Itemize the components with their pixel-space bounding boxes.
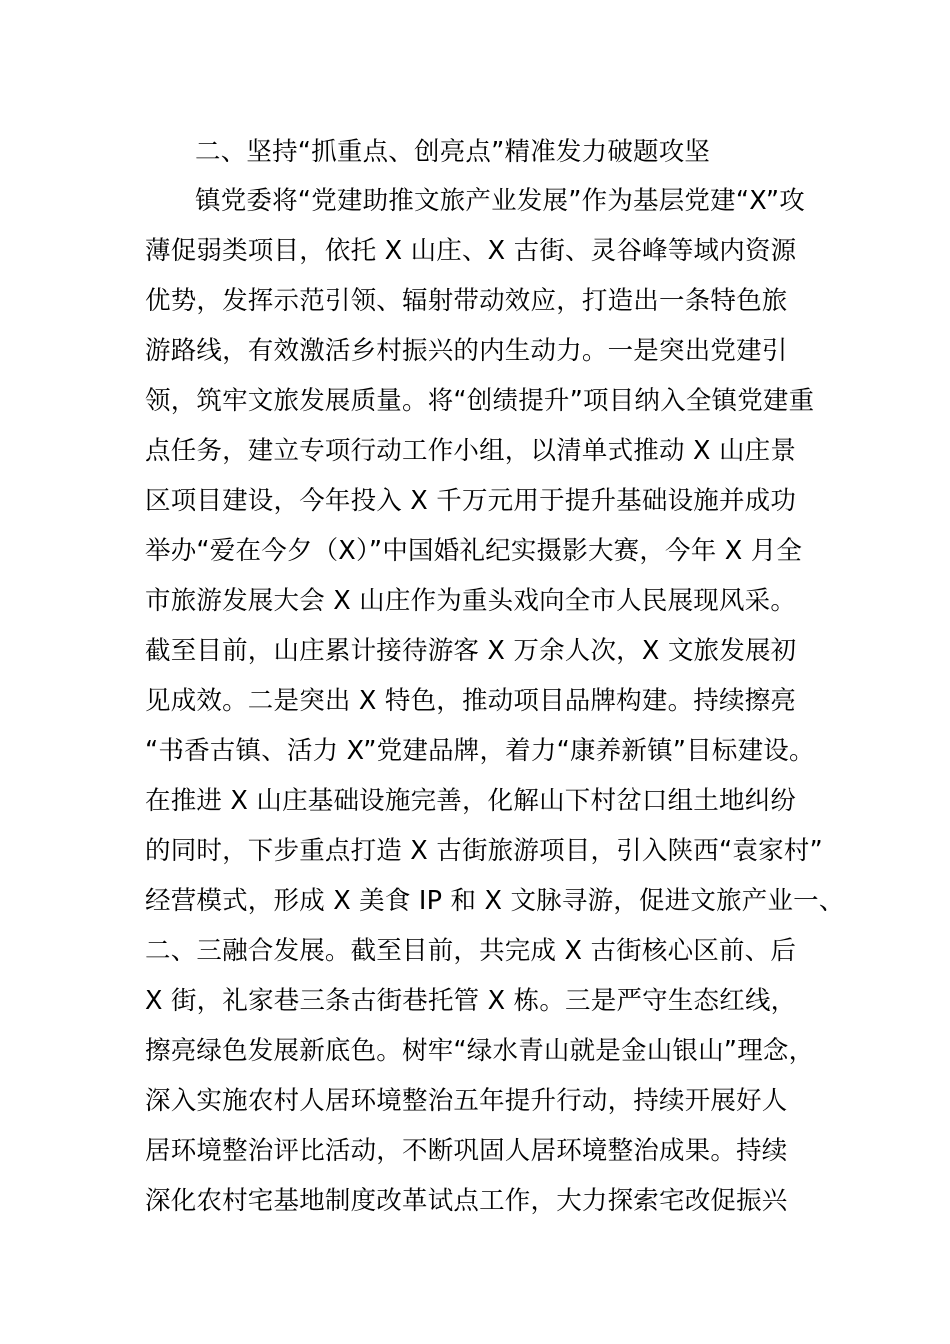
paragraph-line: 深入实施农村人居环境整治五年提升行动，持续开展好人 xyxy=(145,1086,788,1116)
section-heading: 二、坚持“抓重点、创亮点”精准发力破题攻坚 xyxy=(195,137,711,167)
paragraph-line: 市旅游发展大会 X 山庄作为重头戏向全市人民展现风采。 xyxy=(145,586,797,616)
paragraph-line: 居环境整治评比活动，不断巩固人居环境整治成果。持续 xyxy=(145,1136,788,1166)
paragraph-line: 镇党委将“党建助推文旅产业发展”作为基层党建“X”攻 xyxy=(195,186,805,216)
paragraph-line: 的同时，下步重点打造 X 古街旅游项目，引入陕西“袁家村” xyxy=(145,836,823,866)
paragraph-line: 深化农村宅基地制度改革试点工作，大力探索宅改促振兴 xyxy=(145,1186,788,1216)
paragraph-line: 见成效。二是突出 X 特色，推动项目品牌构建。持续擦亮 xyxy=(145,686,797,716)
paragraph-line: 举办“爱在今夕（X）”中国婚礼纪实摄影大赛，今年 X 月全 xyxy=(145,536,803,566)
paragraph-line: 擦亮绿色发展新底色。树牢“绿水青山就是金山银山”理念， xyxy=(145,1036,815,1066)
paragraph-line: 区项目建设，今年投入 X 千万元用于提升基础设施并成功 xyxy=(145,486,797,516)
paragraph-line: 二、三融合发展。截至目前，共完成 X 古街核心区前、后 xyxy=(145,936,797,966)
paragraph-line: 领，筑牢文旅发展质量。将“创绩提升”项目纳入全镇党建重 xyxy=(145,386,815,416)
paragraph-line: 点任务，建立专项行动工作小组，以清单式推动 X 山庄景 xyxy=(145,436,797,466)
paragraph-line: 截至目前，山庄累计接待游客 X 万余人次，X 文旅发展初 xyxy=(145,636,797,666)
paragraph-line: 薄促弱类项目，依托 X 山庄、X 古街、灵谷峰等域内资源 xyxy=(145,236,797,266)
paragraph-line: X 街，礼家巷三条古街巷托管 X 栋。三是严守生态红线， xyxy=(145,986,797,1016)
paragraph-line: 在推进 X 山庄基础设施完善，化解山下村岔口组土地纠纷 xyxy=(145,786,797,816)
paragraph-line: “书香古镇、活力 X”党建品牌，着力“康养新镇”目标建设。 xyxy=(145,736,815,766)
paragraph-line: 游路线，有效激活乡村振兴的内生动力。一是突出党建引 xyxy=(145,336,788,366)
paragraph-line: 优势，发挥示范引领、辐射带动效应，打造出一条特色旅 xyxy=(145,286,788,316)
paragraph-line: 经营模式，形成 X 美食 IP 和 X 文脉寻游，促进文旅产业一、 xyxy=(145,886,845,916)
